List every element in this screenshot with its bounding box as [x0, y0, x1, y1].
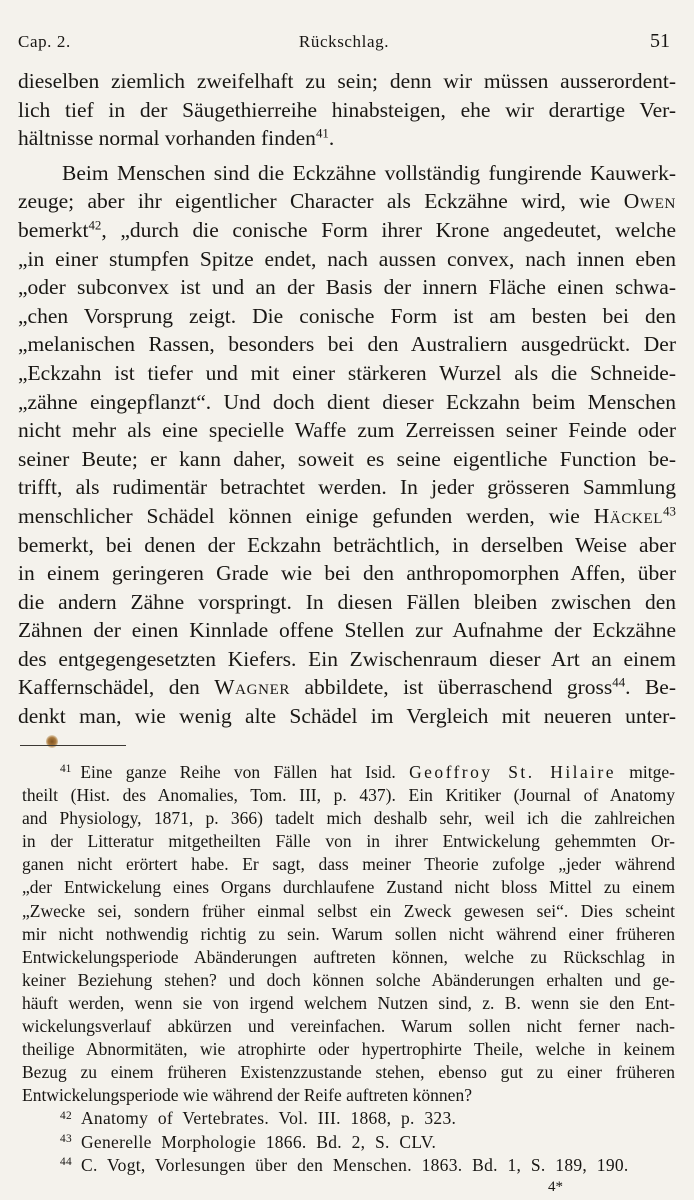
footnote-text: C. Vogt, Vorlesungen über den Menschen. 1863. Bd. 1, S. 189, 190. — [80, 1154, 629, 1175]
footnote-line: in der Litteratur mitgetheilten Fälle von in ihrer Entwickelung gehemmten Or- — [22, 831, 675, 852]
footnote-line — [22, 761, 675, 784]
text-line: seiner Beute; er kann daher, soweit es seine eigentliche Function be- — [18, 446, 676, 471]
footnote-line: häuft werden, wenn sie von irgend welchem Nutzen sind, z. B. wenn sie den Ent- — [22, 992, 675, 1013]
text-segment: Kaffernschädel, den — [18, 675, 215, 700]
text-segment: zeuge; aber ihr eigentlicher Character als Eckzähne wird, wie — [18, 189, 624, 214]
footnote-43 — [22, 1131, 675, 1154]
footnote-reference: 42 — [88, 218, 102, 233]
text-line: Beim Menschen sind die Eckzähne vollständig fungirende Kauwerk- — [62, 160, 676, 185]
footnote-44 — [22, 1154, 675, 1177]
paper-stain — [46, 735, 58, 748]
text-line — [18, 216, 676, 245]
text-segment: abbildete, ist überraschend gross — [290, 675, 613, 700]
footnote-divider — [20, 745, 126, 746]
text-line — [18, 673, 676, 702]
text-line — [18, 187, 676, 216]
text-line — [18, 502, 676, 531]
footnote-line: „Zwecke sei, sondern früher einmal selbst ein Zweck gewesen sei“. Dies scheint — [22, 900, 675, 921]
author-name: Owen — [623, 189, 676, 214]
text-line: die andern Zähne vorspringt. In diesen Fällen bleiben zwischen den — [18, 589, 676, 614]
text-segment: . Be- — [625, 675, 676, 700]
footnote-number: 41 — [60, 763, 72, 776]
running-title: Rückschlag. — [298, 32, 390, 51]
text-line: Zähnen der einen Kinnlade offene Stellen zur Aufnahme der Eckzähne — [18, 618, 676, 643]
signature-mark: 4* — [548, 1179, 563, 1195]
text-line: „in einer stumpfen Spitze endet, nach aussen convex, nach innen eben — [18, 246, 676, 271]
footnote-line: Bezug zu einem früheren Existenzzustande stehen, ebenso gut zu einer früheren — [22, 1062, 675, 1083]
footnote-reference: 43 — [663, 504, 676, 519]
text-line: dieselben ziemlich zweifelhaft zu sein; denn wir müssen ausserordent- — [18, 69, 676, 93]
text-line: nicht mehr als eine specielle Waffe zum Zerreissen seiner Feinde oder — [18, 418, 676, 443]
footnote-line: keiner Beziehung stehen? und doch können solche Abänderungen erhalten und ge- — [22, 969, 675, 990]
author-name: Wagner — [214, 675, 291, 700]
text-segment: menschlicher Schädel können einige gefunden werden, wie — [18, 503, 594, 528]
running-head — [18, 31, 670, 53]
footnote-41 — [22, 761, 675, 1107]
footnote-number: 42 — [60, 1109, 72, 1122]
text-line: lich tief in der Säugethierreihe hinabsteigen, ehe wir derartige Ver- — [18, 97, 676, 122]
main-text — [18, 67, 676, 731]
footnote-42 — [22, 1107, 675, 1130]
footnote-text: Anatomy of Vertebrates. Vol. III. 1868, p. 323. — [80, 1108, 457, 1129]
text-line: „oder subconvex ist und an der Basis der innern Fläche einen schwa- — [18, 275, 676, 300]
paragraph — [18, 159, 676, 731]
footnote-line: „der Entwickelung eines Organs durchlaufene Zustand nicht bloss Mittel zu einem — [22, 877, 675, 898]
footnote-reference: 44 — [612, 675, 626, 690]
text-segment: , „durch die conische Form ihrer Krone angedeutet, welche — [101, 217, 676, 242]
text-line: in einem geringeren Grade wie bei den anthropomorphen Affen, über — [18, 561, 676, 586]
text-segment: Eine ganze Reihe von Fällen hat Isid. — [80, 762, 410, 782]
text-line: des entgegengesetzten Kiefers. Ein Zwischenraum dieser Art an einem — [18, 646, 676, 671]
footnote-line: theilige Abnormitäten, wie atrophirte oder hypertrophirte Theile, welche in keinem — [22, 1039, 675, 1060]
text-line: „melanischen Rassen, besonders bei den Australiern ausgedrückt. Der — [18, 332, 676, 357]
footnote-number: 44 — [60, 1155, 72, 1168]
footnote-line: and Physiology, 1871, p. 366) tadelt mich deshalb sehr, weil ich die zahlreichen — [22, 808, 675, 829]
author-name: Häckel — [593, 503, 664, 528]
text-line: bemerkt, bei denen der Eckzahn beträchtlich, in derselben Weise aber — [18, 532, 676, 557]
footnote-line: wickelungsverlauf abkürzen und vereinfachen. Warum sollen nicht ferner nach- — [22, 1016, 675, 1037]
text-line: „Eckzahn ist tiefer und mit einer stärkeren Wurzel als die Schneide- — [18, 360, 676, 385]
chapter-label: Cap. 2. — [18, 32, 71, 51]
text-line: „zähne eingepflanzt“. Und doch dient dieser Eckzahn beim Menschen — [18, 389, 676, 414]
text-line: trifft, als rudimentär betrachtet werden. In jeder grösseren Sammlung — [18, 475, 676, 500]
page-number: 51 — [650, 30, 670, 52]
footnote-line: Entwickelungsperiode wie während der Reife auftreten können? — [22, 1085, 472, 1106]
text-line: „chen Vorsprung zeigt. Die conische Form ist am besten bei den — [18, 303, 676, 328]
text-line — [18, 124, 676, 153]
footnotes — [22, 761, 675, 1177]
author-name: Geoffroy St. Hilaire — [409, 762, 617, 782]
footnote-reference: 41 — [315, 126, 329, 141]
footnote-text: Generelle Morphologie 1866. Bd. 2, S. CLV. — [80, 1131, 437, 1152]
footnote-line: mir nicht nothwendig richtig zu sein. Warum sollen nicht während einer früheren — [22, 923, 675, 944]
footnote-number: 43 — [60, 1132, 72, 1145]
paragraph — [18, 67, 676, 153]
text-line: denkt man, wie wenig alte Schädel im Vergleich mit neueren unter- — [18, 704, 676, 729]
text-segment: . — [328, 126, 335, 151]
text-segment: hältnisse normal vorhanden finden — [18, 126, 316, 151]
footnote-line: theilt (Hist. des Anomalies, Tom. III, p. 437). Ein Kritiker (Journal of Anatomy — [22, 785, 675, 806]
text-segment: mitge- — [616, 762, 675, 782]
text-segment: bemerkt — [18, 217, 89, 242]
footnote-line: Entwickelungsperiode Abänderungen auftreten können, welche zu Rückschlag in — [22, 946, 675, 967]
footnote-line: ganen nicht erörtert habe. Er sagt, dass meiner Theorie zufolge „jeder während — [22, 854, 675, 875]
